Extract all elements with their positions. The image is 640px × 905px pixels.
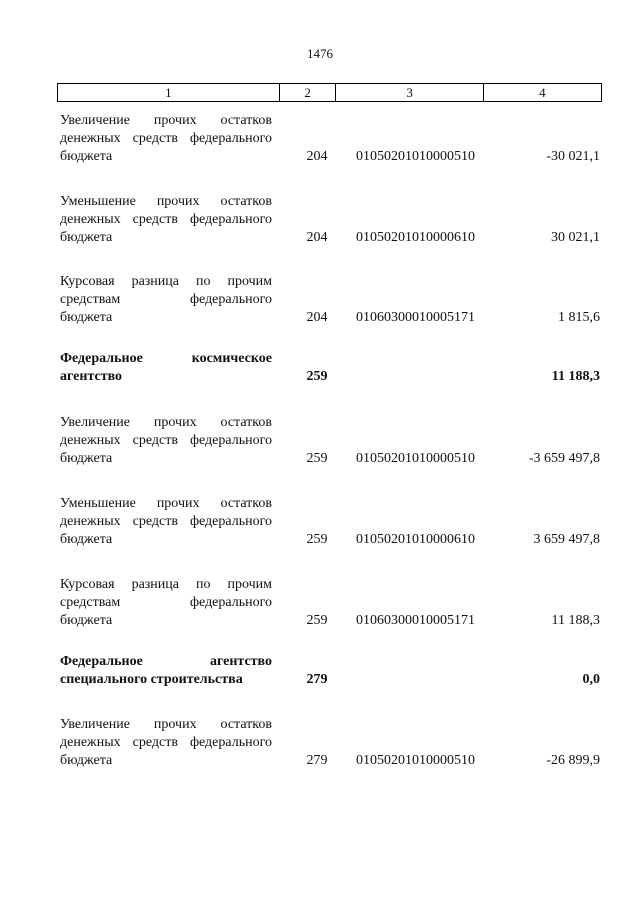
description-line: денежных средств федерального <box>60 514 272 529</box>
row-description <box>60 193 272 247</box>
amount-value: 0,0 <box>582 672 600 687</box>
description-line: денежных средств федерального <box>60 433 272 448</box>
amount-value: -26 899,9 <box>546 753 600 768</box>
budget-code: 01050201010000610 <box>356 230 475 245</box>
admin-code: 204 <box>306 310 328 325</box>
description-line: бюджета <box>60 753 113 768</box>
admin-code: 279 <box>306 672 328 687</box>
page-number: 1476 <box>307 46 333 61</box>
description-line: бюджета <box>60 149 113 164</box>
admin-code: 259 <box>306 369 328 384</box>
budget-code: 01050201010000610 <box>356 532 475 547</box>
description-line: бюджета <box>60 230 113 245</box>
amount-value: 30 021,1 <box>551 230 600 245</box>
row-description <box>60 112 272 166</box>
header-col-4: 4 <box>539 84 546 100</box>
admin-code: 204 <box>306 230 328 245</box>
table-header <box>57 83 602 102</box>
amount-value: 3 659 497,8 <box>533 532 600 547</box>
description-line: Увеличение прочих остатков <box>60 717 272 732</box>
description-line: Увеличение прочих остатков <box>60 113 272 128</box>
description-line: Увеличение прочих остатков <box>60 415 272 430</box>
budget-code: 01050201010000510 <box>356 451 475 466</box>
description-line: денежных средств федерального <box>60 212 272 227</box>
row-description <box>60 495 272 549</box>
header-col-1: 1 <box>58 84 280 101</box>
admin-code: 259 <box>306 532 328 547</box>
description-line: Уменьшение прочих остатков <box>60 194 272 209</box>
description-line: денежных средств федерального <box>60 735 272 750</box>
amount-value: 11 188,3 <box>551 613 600 628</box>
row-description <box>60 653 272 689</box>
description-line: специального строительства <box>60 672 243 687</box>
row-description <box>60 414 272 468</box>
amount-value: -3 659 497,8 <box>528 451 600 466</box>
description-line: денежных средств федерального <box>60 131 272 146</box>
admin-code: 204 <box>306 149 328 164</box>
description-line: Федеральное агентство <box>60 654 272 669</box>
budget-code: 01060300010005171 <box>356 613 475 628</box>
row-description <box>60 350 272 386</box>
description-line: средствам федерального <box>60 292 272 307</box>
description-line: Курсовая разница по прочим <box>60 274 272 289</box>
description-line: средствам федерального <box>60 595 272 610</box>
description-line: бюджета <box>60 613 113 628</box>
row-description <box>60 716 272 770</box>
row-description <box>60 273 272 327</box>
admin-code: 279 <box>306 753 328 768</box>
description-line: Федеральное космическое <box>60 351 272 366</box>
amount-value: 11 188,3 <box>551 369 600 384</box>
description-line: бюджета <box>60 451 113 466</box>
admin-code: 259 <box>306 451 328 466</box>
amount-value: -30 021,1 <box>546 149 600 164</box>
description-line: агентство <box>60 369 123 384</box>
description-line: бюджета <box>60 532 113 547</box>
admin-code: 259 <box>306 613 328 628</box>
budget-code: 01050201010000510 <box>356 753 475 768</box>
amount-value: 1 815,6 <box>558 310 600 325</box>
header-col-2: 2 <box>280 84 337 101</box>
description-line: Уменьшение прочих остатков <box>60 496 272 511</box>
row-description <box>60 576 272 630</box>
budget-code: 01060300010005171 <box>356 310 475 325</box>
header-col-3: 3 <box>336 84 483 101</box>
budget-code: 01050201010000510 <box>356 149 475 164</box>
description-line: Курсовая разница по прочим <box>60 577 272 592</box>
description-line: бюджета <box>60 310 113 325</box>
